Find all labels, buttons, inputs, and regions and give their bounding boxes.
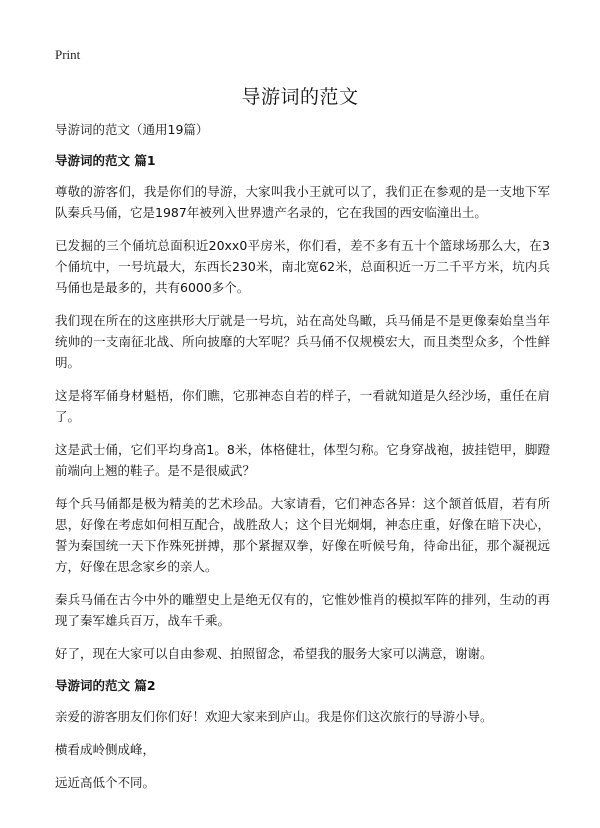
section-2 — [55, 676, 550, 793]
print-link[interactable]: Print — [55, 47, 81, 62]
document-body — [55, 120, 550, 805]
paragraph: 远近高低个不同。 — [55, 775, 156, 790]
paragraph: 好了，现在大家可以自由参观、拍照留念，希望我的服务大家可以满意，谢谢。 — [55, 646, 493, 661]
section-heading: 导游词的范文 篇1 — [55, 153, 156, 168]
paragraph: 尊敬的游客们，我是你们的导游，大家叫我小王就可以了，我们正在参观的是一支地下军队秦兵马俑，它是1987年被列入世界遗产名录的，它在我国的西安临潼出土。 — [55, 184, 550, 220]
paragraph: 亲爱的游客朋友们你们好！欢迎大家来到庐山。我是你们这次旅行的导游小导。 — [55, 709, 493, 724]
paragraph: 每个兵马俑都是极为精美的艺术珍品。大家请看，它们神态各异：这个颔首低眉，若有所思，好像在考虑如何相互配合，战胜敌人；这个目光炯炯，神态庄重，好像在暗下决心，誓为秦国统一天下作殊死拼搏，那个紧握双拳，好像在听候号角，待命出征，那个凝视远方，好像在思念家乡的亲人。 — [55, 496, 550, 574]
paragraph: 这是将军俑身材魁梧，你们瞧，它那神态自若的样子，一看就知道是久经沙场，重任在肩了。 — [55, 388, 550, 424]
paragraph: 横看成岭侧成峰， — [55, 742, 156, 757]
paragraph: 秦兵马俑在古今中外的雕塑史上是绝无仅有的，它惟妙惟肖的模拟军阵的排列，生动的再现了秦军雄兵百万，战车千乘。 — [55, 592, 550, 628]
paragraph: 我们现在所在的这座拱形大厅就是一号坑，站在高处鸟瞰，兵马俑是不是更像秦始皇当年统帅的一支南征北战、所向披靡的大军呢？兵马俑不仅规模宏大，而且类型众多，个性鲜明。 — [55, 313, 550, 370]
section-1 — [55, 151, 550, 664]
paragraph: 这是武士俑，它们平均身高1。8米，体格健壮，体型匀称。它身穿战袍，披挂铠甲，脚蹬前端向上翘的鞋子。是不是很威武？ — [55, 442, 550, 478]
paragraph: 已发掘的三个俑坑总面积近20xx0平房米，你们看，差不多有五十个篮球场那么大，在3个俑坑中，一号坑最大，东西长230米，南北宽62米，总面积近一万二千平方米，坑内兵马俑也是最多的，共有6000多个。 — [55, 238, 550, 295]
page-title: 导游词的范文 — [241, 86, 359, 108]
document-subtitle: 导游词的范文（通用19篇） — [55, 122, 209, 137]
section-heading: 导游词的范文 篇2 — [55, 678, 156, 693]
